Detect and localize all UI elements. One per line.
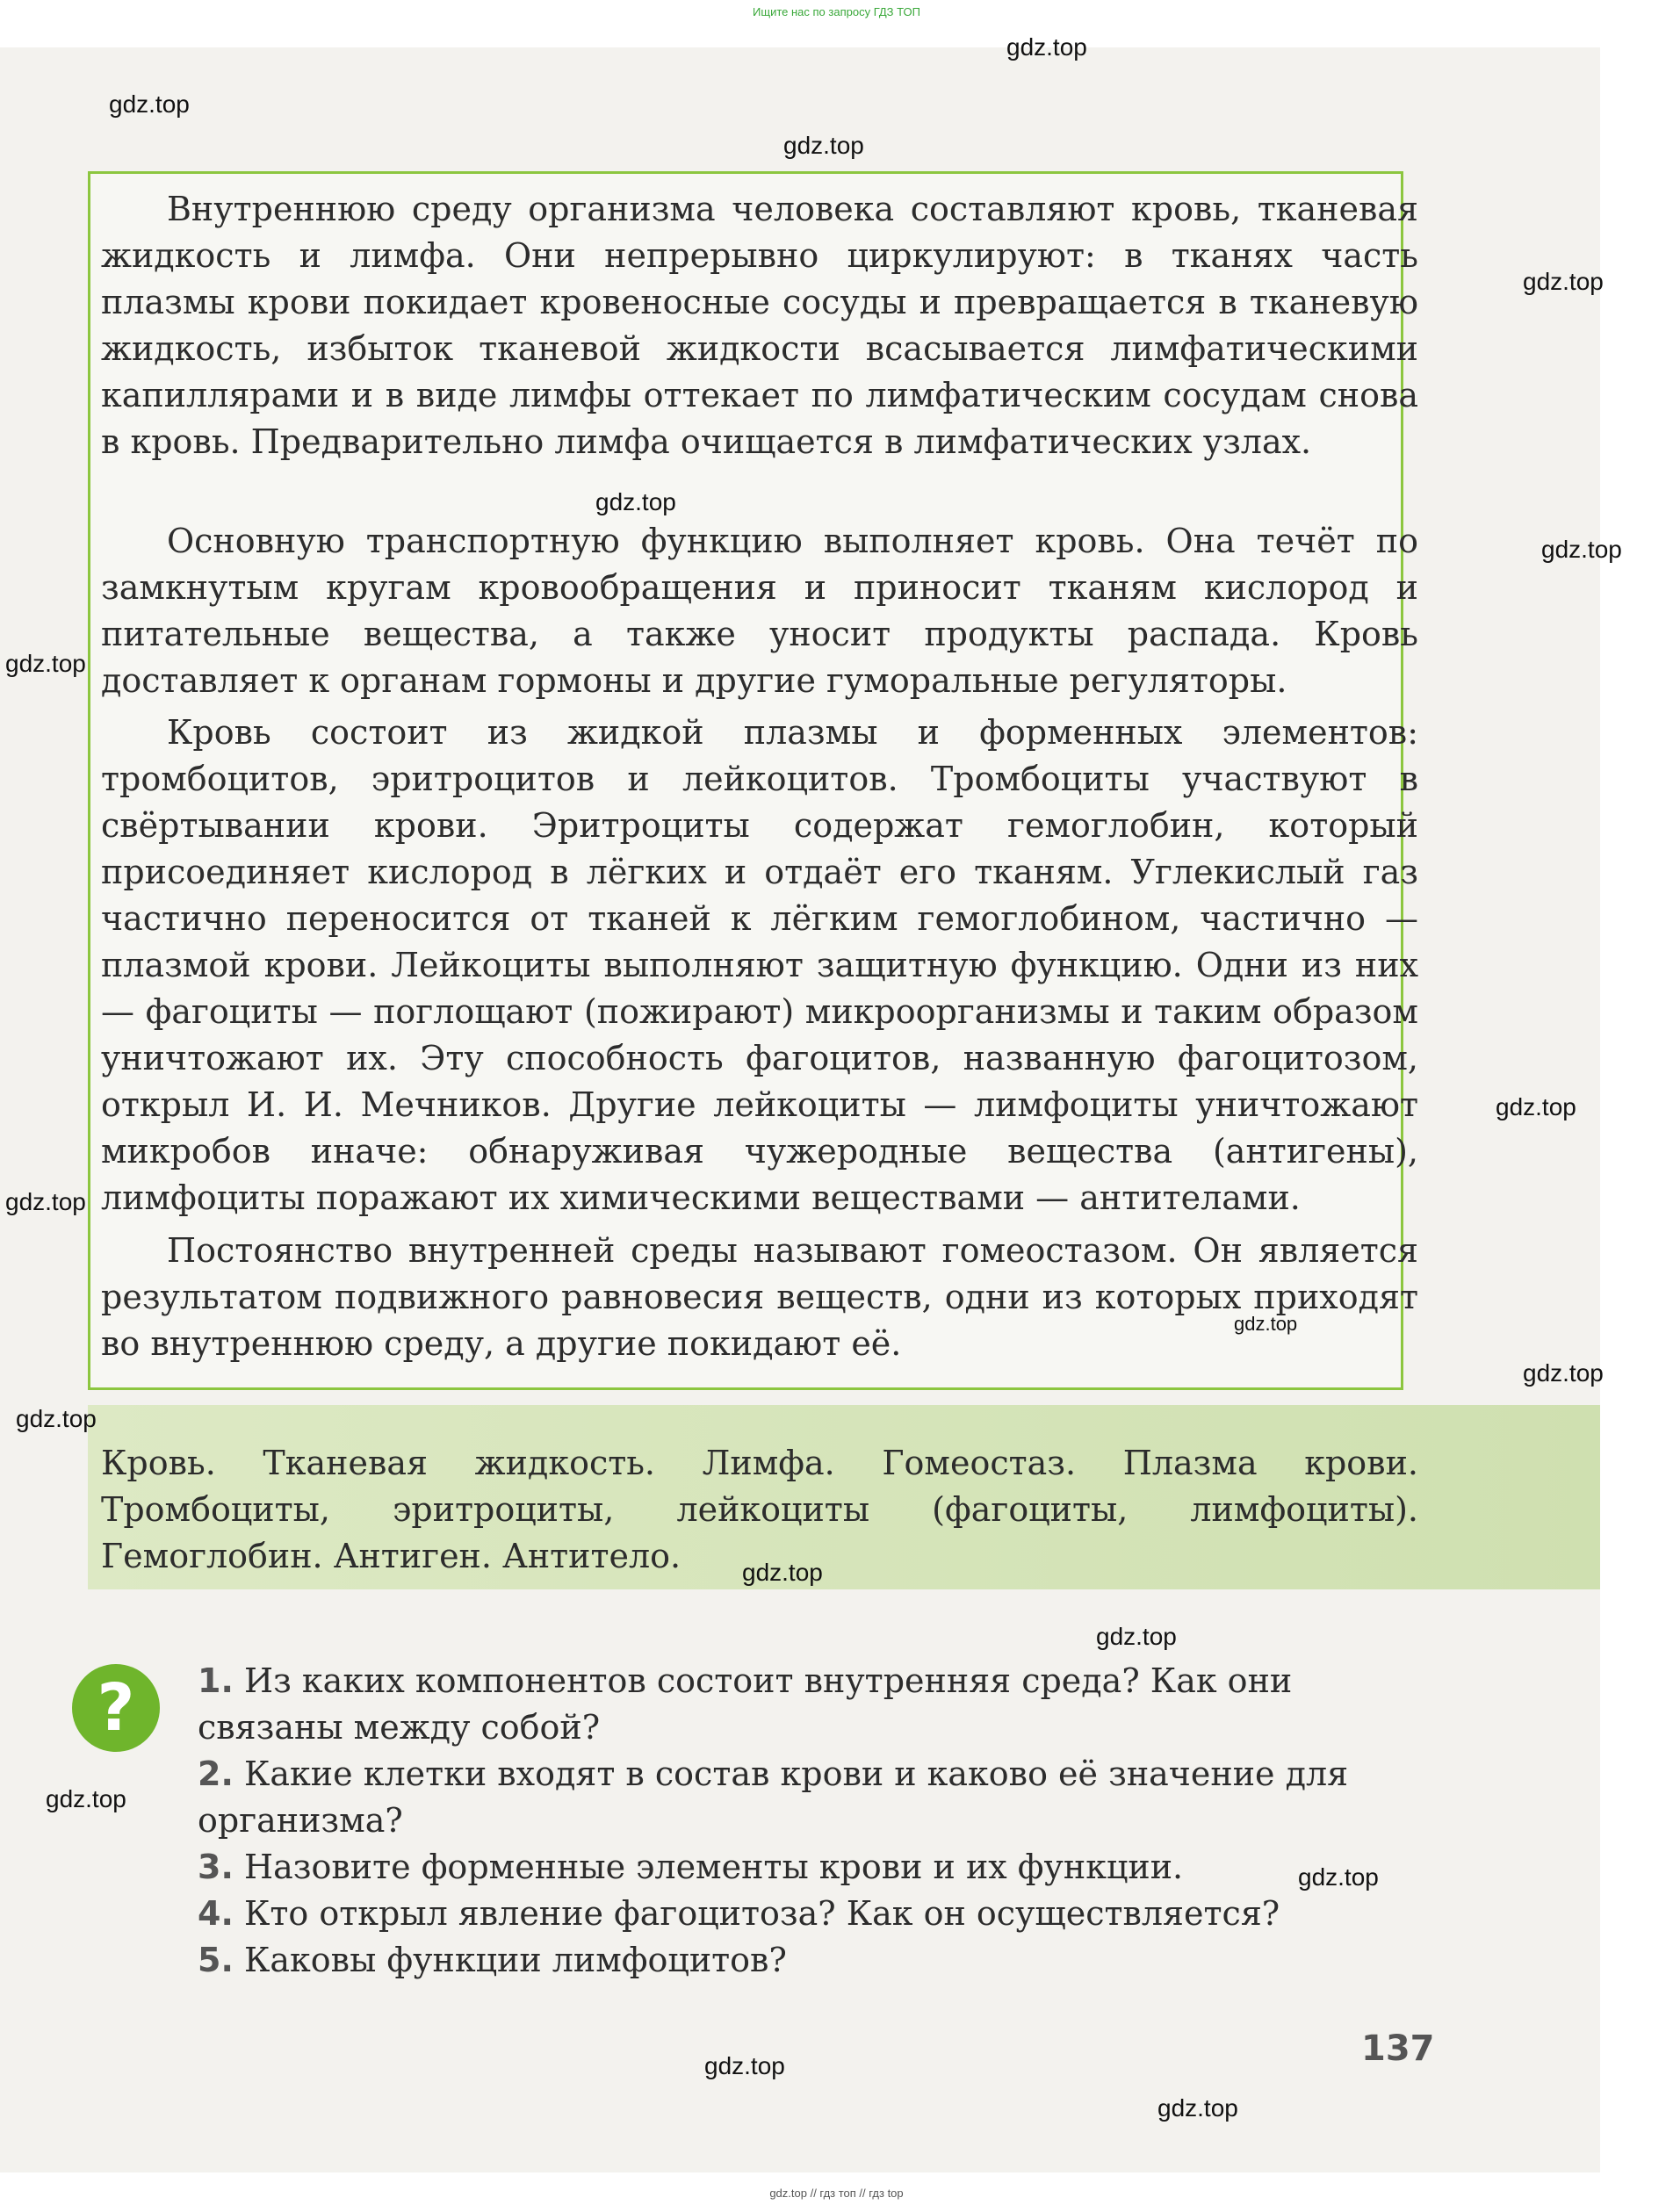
watermark: gdz.top — [1157, 2094, 1238, 2122]
watermark: gdz.top — [1234, 1313, 1298, 1335]
question-item-3 — [198, 1844, 1418, 1891]
question-text: Каковы функции лимфоцитов? — [243, 1941, 787, 1979]
watermark: gdz.top — [46, 1785, 126, 1812]
question-text: Какие клетки входят в состав крови и каково её значение для организма? — [198, 1754, 1349, 1840]
page-number: 137 — [1361, 2028, 1435, 2069]
top-banner: Ищите нас по запросу ГДЗ ТОП — [753, 5, 920, 18]
watermark: gdz.top — [783, 132, 864, 159]
question-number: 4. — [198, 1894, 234, 1933]
question-item-4 — [198, 1891, 1418, 1937]
questions-list — [198, 1658, 1418, 1984]
question-item-5 — [198, 1937, 1418, 1984]
watermark: gdz.top — [5, 650, 86, 677]
watermark: gdz.top — [742, 1559, 823, 1586]
question-number: 5. — [198, 1941, 234, 1979]
watermark: gdz.top — [1523, 1359, 1604, 1387]
watermark: gdz.top — [1541, 536, 1622, 563]
question-text: Кто открыл явление фагоцитоза? Как он осуществляется? — [243, 1894, 1280, 1933]
watermark: gdz.top — [595, 488, 676, 515]
summary-paragraph-1: Внутреннюю среду организма человека составляют кровь, тканевая жидкость и лимфа. Они непрерывно циркулируют: в тканях часть плазмы крови покидает кровеносные сосуды и превращается в тканевую жидкость, избыток тканевой жидкости всасывается лимфатическими капиллярами и в виде лимфы оттекает по лимфатическим сосудам снова в кровь. Предварительно лимфа очищается в лимфатических узлах. — [101, 190, 1418, 461]
key-terms-text: Кровь. Тканевая жидкость. Лимфа. Гомеостаз. Плазма крови. Тромбоциты, эритроциты, лейкоциты (фагоциты, лимфоциты). Гемоглобин. Антиген. Антитело. — [101, 1444, 1418, 1575]
watermark: gdz.top — [1096, 1623, 1177, 1650]
question-item-1 — [198, 1658, 1418, 1751]
bottom-banner: gdz.top // гдз топ // гдз top — [769, 2187, 904, 2200]
question-mark-glyph: ? — [97, 1670, 135, 1746]
summary-paragraph-3: Кровь состоит из жидкой плазмы и форменных элементов: тромбоцитов, эритроцитов и лейкоцитов. Тромбоциты участвуют в свёртывании крови. Эритроциты содержат гемоглобин, который присоединяет кислород в лёгких и отдаёт его тканям. Углекислый газ частично переносится от тканей к лёгким гемоглобином, частично — плазмой крови. Лейкоциты выполняют защитную функцию. Одни из них — фагоциты — поглощают (пожирают) микроорганизмы и таким образом уничтожают их. Эту способность фагоцитов, названную фагоцитозом, открыл И. И. Мечников. Другие лейкоциты — лимфоциты уничтожают микробов иначе: обнаруживая чужеродные вещества (антигены), лимфоциты поражают их химическими веществами — антителами. — [101, 713, 1418, 1217]
question-number: 1. — [198, 1661, 234, 1700]
summary-paragraph-4: Постоянство внутренней среды называют гомеостазом. Он является результатом подвижного равновесия веществ, одни из которых приходят во внутреннюю среду, а другие покидают её. — [101, 1231, 1418, 1363]
watermark: gdz.top — [704, 2052, 785, 2079]
question-mark-icon — [72, 1664, 160, 1752]
watermark: gdz.top — [1006, 33, 1087, 61]
watermark: gdz.top — [1496, 1093, 1576, 1120]
watermark: gdz.top — [1298, 1863, 1379, 1891]
summary-paragraph-2: Основную транспортную функцию выполняет кровь. Она течёт по замкнутым кругам кровообращения и приносит тканям кислород и питательные вещества, а также уносит продукты распада. Кровь доставляет к органам гормоны и другие гуморальные регуляторы. — [101, 522, 1418, 700]
watermark: gdz.top — [109, 90, 190, 118]
watermark: gdz.top — [16, 1405, 97, 1432]
question-number: 3. — [198, 1848, 234, 1886]
question-item-2 — [198, 1751, 1418, 1844]
question-text: Назовите форменные элементы крови и их функции. — [243, 1848, 1184, 1886]
question-number: 2. — [198, 1754, 234, 1793]
watermark: gdz.top — [1523, 268, 1604, 295]
question-text: Из каких компонентов состоит внутренняя среда? Как они связаны между собой? — [198, 1661, 1293, 1747]
watermark: gdz.top — [5, 1188, 86, 1215]
